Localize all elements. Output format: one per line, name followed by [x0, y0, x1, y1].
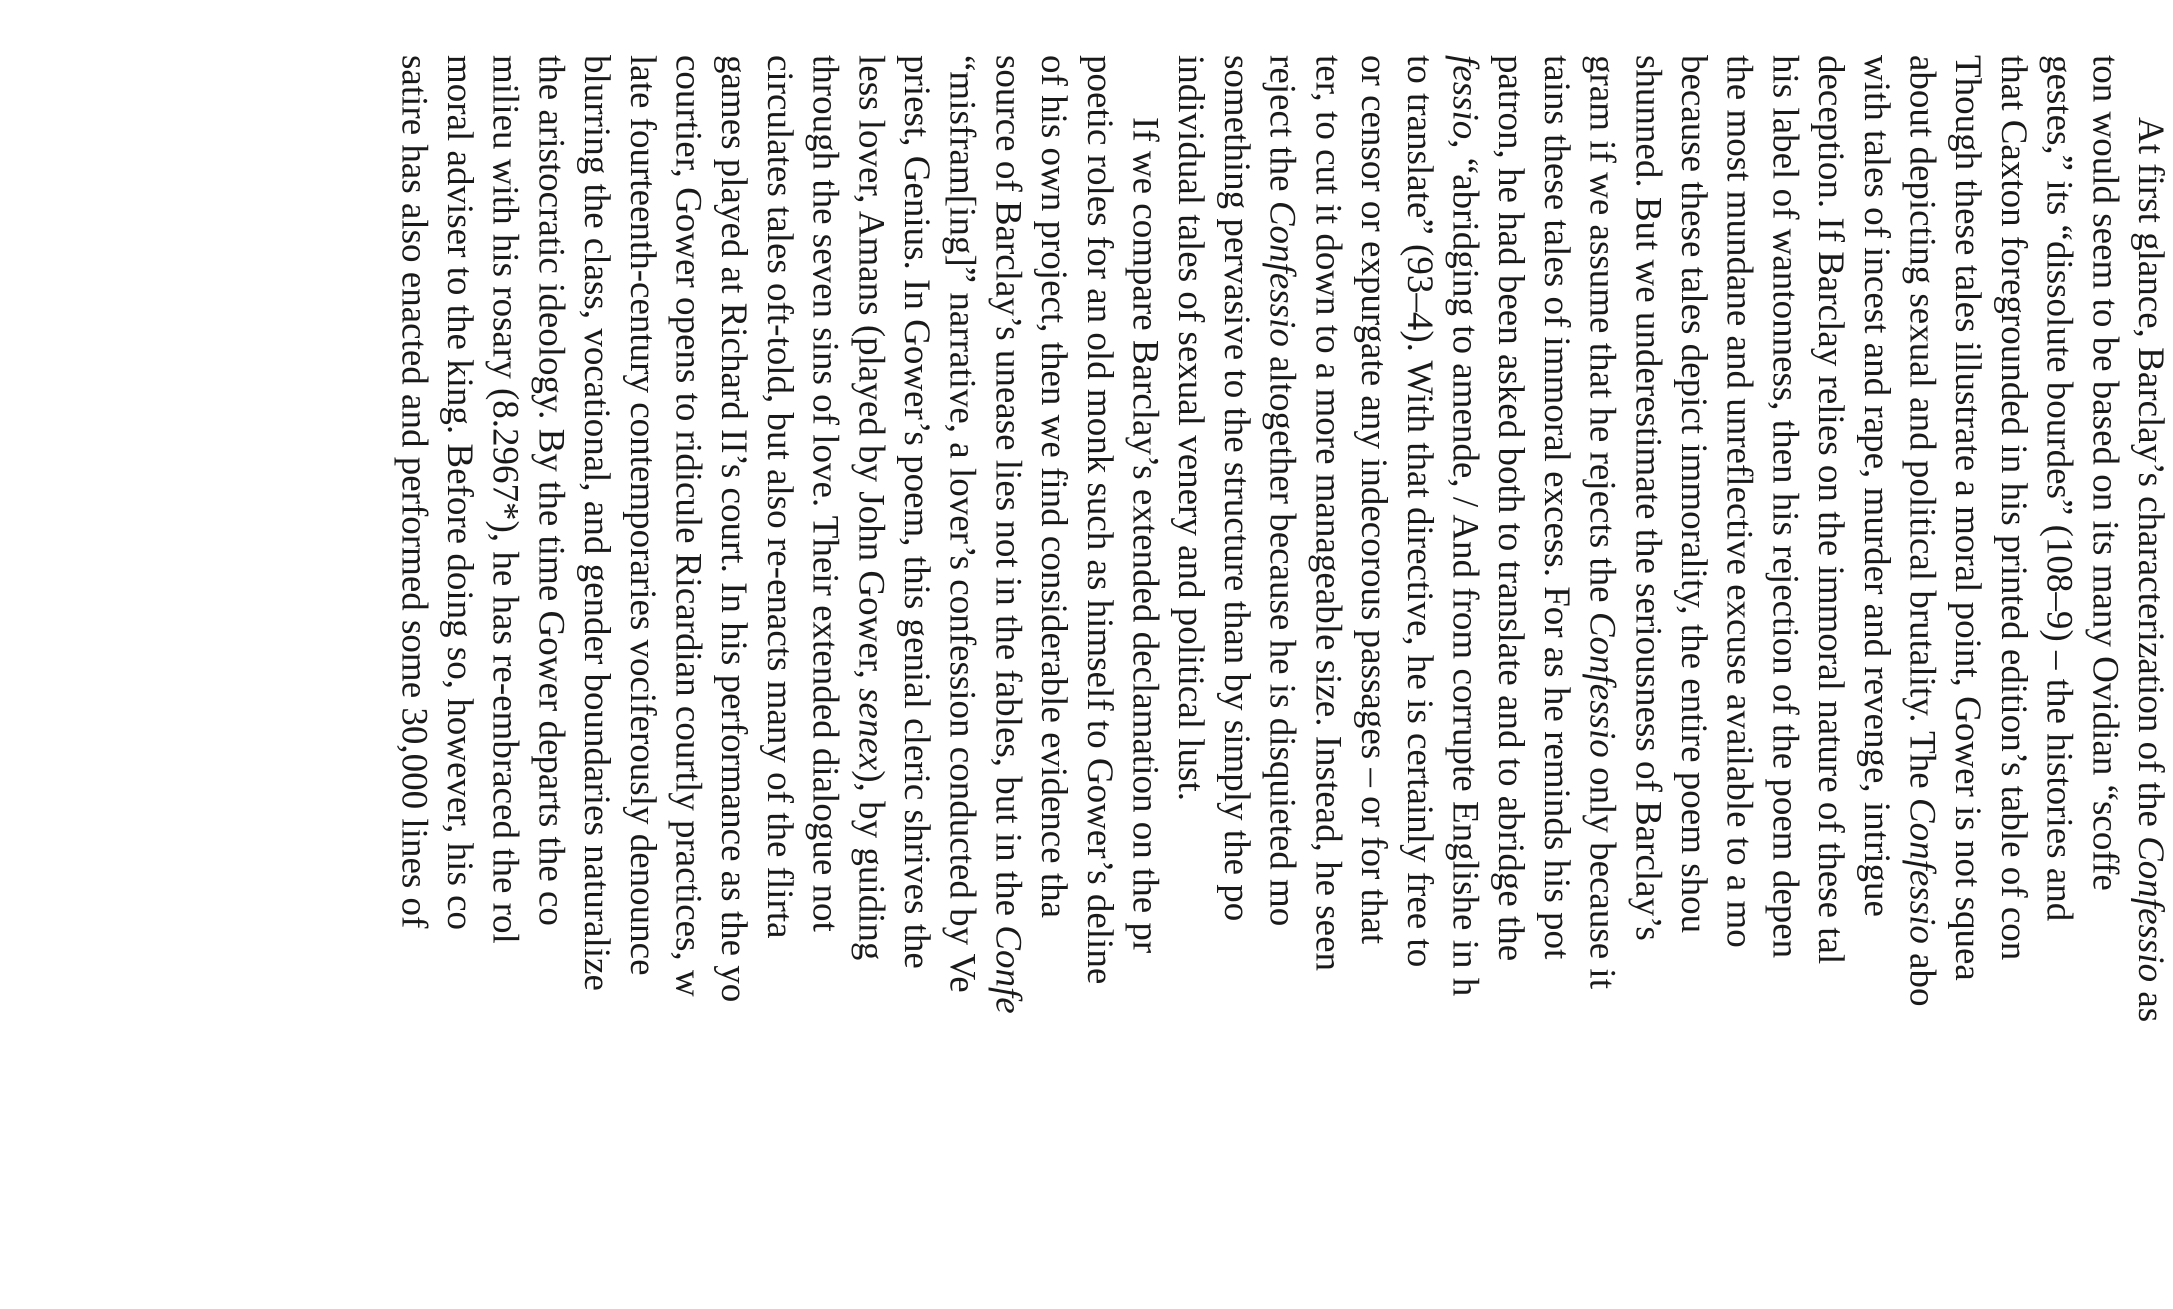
text-line: ton would seem to be based on its many Ovidian “scoffe — [2084, 55, 2126, 891]
text-line: fessio, “abridging to amende, / And from corrupte Englishe in h — [1444, 55, 1486, 997]
text-line: patron, he had been asked both to translate and to abridge the — [1490, 55, 1532, 962]
text-line: deception. If Barclay relies on the immoral nature of these tal — [1810, 55, 1852, 965]
text-line: shunned. But we underestimate the seriousness of Barclay’s — [1627, 55, 1669, 941]
text-line: something pervasive to the structure than by simply the po — [1215, 55, 1257, 922]
paragraph — [1168, 55, 2173, 1309]
text-line: about depicting sexual and political brutality. The Confessio abo — [1901, 55, 1943, 1007]
body-text — [391, 55, 2173, 1309]
text-line: gestes,” its “dissolute bourdes” (108–9) – the histories and — [2038, 55, 2080, 922]
text-line: circulates tales oft-told, but also re-enacts many of the flirta — [758, 55, 800, 939]
text-line: reject the Confessio altogether because he is disquieted mo — [1261, 55, 1303, 927]
text-line: because these tales depict immorality, the entire poem shou — [1672, 55, 1714, 934]
text-line: to translate” (93–4). With that directive, he is certainly free to — [1398, 55, 1440, 968]
text-line: less lover, Amans (played by John Gower, senex), by guiding — [850, 55, 892, 961]
text-line: or censor or expurgate any indecorous passages – or for that — [1353, 55, 1395, 945]
text-line: ter, to cut it down to a more manageable size. Instead, he seen — [1307, 55, 1349, 971]
text-line: Though these tales illustrate a moral point, Gower is not squea — [1947, 55, 1989, 981]
text-line: poetic roles for an old monk such as himself to Gower’s deline — [1078, 55, 1120, 985]
text-line: satire has also enacted and performed some 30,000 lines of — [393, 55, 435, 929]
text-line: his label of wantonness, then his rejection of the poem depen — [1764, 55, 1806, 959]
text-line: with tales of incest and rape, murder and revenge, intrigue — [1855, 55, 1897, 917]
text-line: tains these tales of immoral excess. For as he reminds his pot — [1535, 55, 1577, 960]
text-line: If we compare Barclay’s extended declamation on the pr — [1124, 117, 1166, 954]
text-line: through the seven sins of love. Their extended dialogue not — [804, 55, 846, 932]
text-line: individual tales of sexual venery and political lust. — [1170, 55, 1212, 801]
text-line: source of Barclay’s unease lies not in the fables, but in the Confe — [987, 55, 1029, 1014]
text-line: courtier, Gower opens to ridicule Ricardian courtly practices, w — [667, 55, 709, 997]
text-line: moral adviser to the king. Before doing so, however, his co — [438, 55, 480, 931]
text-line: the aristocratic ideology. By the time Gower departs the co — [530, 55, 572, 926]
text-line: the most mundane and unreflective excuse available to a mo — [1718, 55, 1760, 948]
text-line: late fourteenth-century contemporaries vociferously denounce — [621, 55, 663, 976]
text-line: At first glance, Barclay’s characterization of the Confessio as — [2130, 117, 2171, 1023]
text-line: that Caxton foregrounded in his printed edition’s table of con — [1992, 55, 2034, 961]
text-line: blurring the class, vocational, and gender boundaries naturalize — [576, 55, 618, 991]
text-line: “misfram[ing]” narrative, a lover’s confession conducted by Ve — [941, 55, 983, 993]
paragraph — [391, 55, 1168, 1309]
text-line: milieu with his rosary (8.2967*), he has re-embraced the rol — [484, 55, 526, 944]
text-line: games played at Richard II’s court. In his performance as the yo — [713, 55, 755, 1003]
text-line: of his own project, then we find considerable evidence tha — [1033, 55, 1075, 919]
text-line: gram if we assume that he rejects the Confessio only because it — [1581, 55, 1623, 989]
text-line: priest, Genius. In Gower’s poem, this genial cleric shrives the — [896, 55, 938, 969]
